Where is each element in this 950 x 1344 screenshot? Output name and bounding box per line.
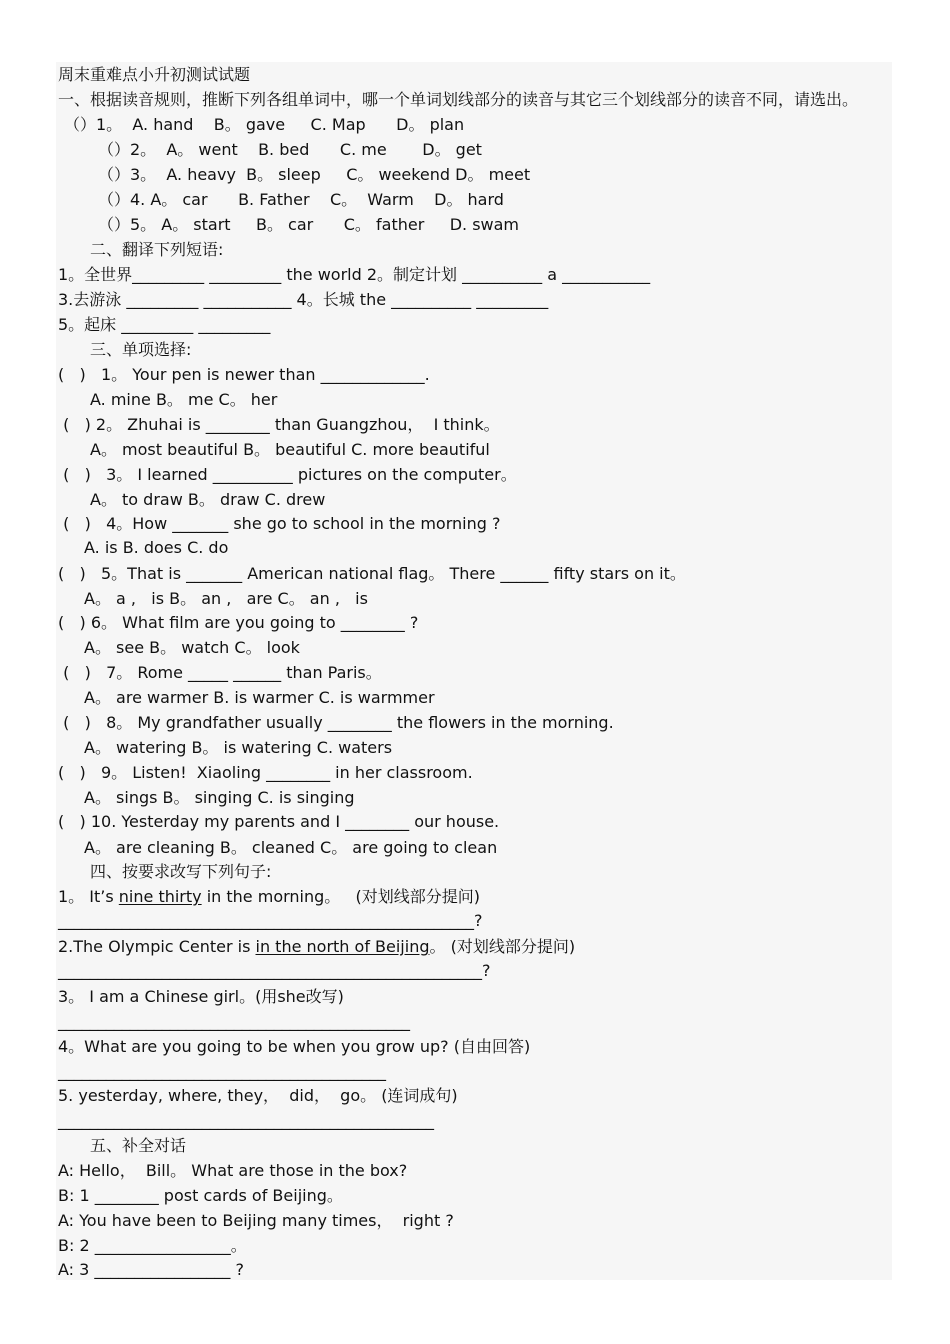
answer-blank-3: ____________________________________________ — [58, 1012, 410, 1031]
mc-options-5: A。 a , is B。 an , are C。 an , is — [84, 589, 368, 608]
rewrite-q2-text-b: 。 (对划线部分提问) — [429, 937, 576, 956]
mc-question-9: ( ) 9。 Listen! Xiaoling ________ in her classroom. — [58, 763, 473, 782]
dialogue-line-1: A: Hello， Bill。 What are those in the box? — [58, 1161, 408, 1180]
mc-question-2: ( ) 2。 Zhuhai is ________ than Guangzhou， I think。 — [58, 415, 500, 434]
mc-options-3: A。 to draw B。 draw C. drew — [90, 490, 326, 509]
section4-heading: 四、按要求改写下列句子: — [90, 862, 272, 881]
phonics-item-2: （）2。 A。 went B. bed C. me D。 get — [98, 140, 482, 159]
mc-question-10: ( ) 10. Yesterday my parents and I ________ our house. — [58, 812, 500, 831]
mc-question-3: ( ) 3。 I learned __________ pictures on the computer。 — [58, 465, 517, 484]
phonics-item-4: （）4. A。 car B. Father C。 Warm D。 hard — [98, 190, 504, 209]
answer-blank-4: _________________________________________ — [58, 1062, 386, 1081]
rewrite-q2-text-a: 2.The Olympic Center is — [58, 937, 256, 956]
mc-question-1: ( ) 1。 Your pen is newer than _____________. — [58, 365, 430, 384]
mc-options-6: A。 see B。 watch C。 look — [84, 638, 300, 657]
rewrite-question-2 — [58, 936, 575, 958]
translate-line-3: 5。起床 _________ _________ — [58, 315, 271, 334]
translate-line-2: 3.去游泳 _________ ___________ 4。长城 the __________ _________ — [58, 290, 549, 309]
mc-options-9: A。 sings B。 singing C. is singing — [84, 788, 355, 807]
rewrite-question-1 — [58, 886, 480, 908]
dialogue-line-2: B: 1 ________ post cards of Beijing。 — [58, 1186, 343, 1205]
mc-options-1: A. mine B。 me C。 her — [90, 390, 278, 409]
page-title: 周末重难点小升初测试试题 — [58, 65, 251, 84]
mc-options-4: A. is B. does C. do — [84, 538, 229, 557]
phonics-item-3: （）3。 A. heavy B。 sleep C。 weekend D。 meet — [98, 165, 531, 184]
section2-heading: 二、翻译下列短语: — [90, 240, 224, 259]
section3-heading: 三、单项选择: — [90, 340, 192, 359]
rewrite-q1-text-a: 1。 It’s — [58, 887, 119, 906]
dialogue-line-4: B: 2 _________________。 — [58, 1236, 247, 1255]
dialogue-line-5: A: 3 _________________ ? — [58, 1260, 244, 1279]
rewrite-q1-underlined: nine thirty — [118, 887, 202, 906]
dialogue-line-3: A: You have been to Beijing many times， right ? — [58, 1211, 454, 1230]
mc-options-10: A。 are cleaning B。 cleaned C。 are going to clean — [84, 838, 498, 857]
phonics-item-1: （）1。 A. hand B。 gave C. Map D。 plan — [64, 115, 465, 134]
section5-heading: 五、补全对话 — [90, 1136, 187, 1155]
mc-options-7: A。 are warmer B. is warmer C. is warmmer — [84, 688, 435, 707]
mc-options-8: A。 watering B。 is watering C. waters — [84, 738, 393, 757]
mc-options-2: A。 most beautiful B。 beautiful C. more beautiful — [90, 440, 490, 459]
rewrite-question-4: 4。What are you going to be when you grow up? (自由回答) — [58, 1037, 531, 1056]
rewrite-question-5: 5. yesterday, where, they， did， go。 (连词成句) — [58, 1086, 458, 1105]
rewrite-q1-text-b: in the morning。 (对划线部分提问) — [201, 887, 481, 906]
answer-blank-5: _______________________________________________ — [58, 1111, 434, 1130]
mc-question-5: ( ) 5。That is _______ American national flag。 There ______ fifty stars on it。 — [58, 564, 686, 583]
mc-question-8: ( ) 8。 My grandfather usually ________ the flowers in the morning. — [58, 713, 614, 732]
rewrite-question-3: 3。 I am a Chinese girl。(用she改写) — [58, 987, 344, 1006]
mc-question-7: ( ) 7。 Rome _____ ______ than Paris。 — [58, 663, 382, 682]
answer-blank-2: _____________________________________________________? — [58, 961, 491, 980]
mc-question-4: ( ) 4。How _______ she go to school in the morning ? — [58, 514, 501, 533]
mc-question-6: ( ) 6。 What film are you going to ________ ? — [58, 613, 419, 632]
translate-line-1: 1。全世界_________ _________ the world 2。制定计划 __________ a ___________ — [58, 265, 651, 284]
rewrite-q2-underlined: in the north of Beijing — [255, 937, 430, 956]
section1-heading: 一、根据读音规则，推断下列各组单词中，哪一个单词划线部分的读音与其它三个划线部分的读音不同，请选出。 — [58, 90, 859, 109]
phonics-item-5: （）5。 A。 start B。 car C。 father D. swam — [98, 215, 520, 234]
answer-blank-1: ____________________________________________________? — [58, 911, 483, 930]
